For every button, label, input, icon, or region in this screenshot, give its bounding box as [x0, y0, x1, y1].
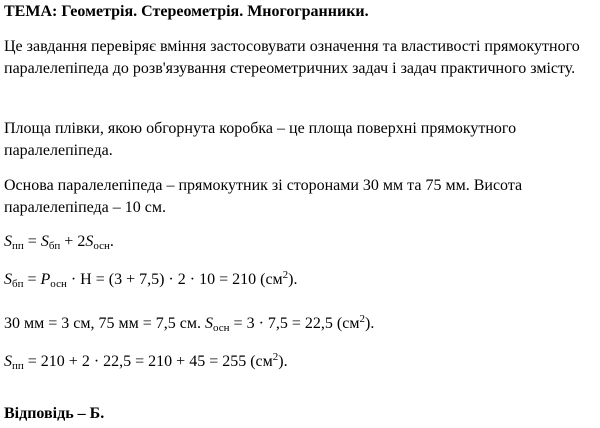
formula-total-surface — [4, 232, 114, 252]
formula-text: = 3 · 7,5 = 22,5 (см — [229, 315, 360, 332]
symbol-s: S — [4, 353, 12, 370]
formula-text: ). — [364, 315, 375, 332]
formula-text: ). — [288, 271, 298, 288]
superscript-2: 2 — [282, 269, 289, 281]
formula-text: + 2 — [60, 233, 86, 250]
formula-text: · H = (3 + 7,5) · 2 · 10 = 210 (см — [66, 271, 283, 288]
superscript-2: 2 — [359, 313, 365, 325]
formula-lateral-surface — [4, 270, 298, 290]
formula-base-area — [4, 314, 374, 334]
subscript-osn: осн — [93, 240, 110, 252]
symbol-s: S — [205, 315, 213, 332]
formula-text: = — [23, 271, 41, 288]
topic-title: ТЕМА: Геометрія. Стереометрія. Многогранники. — [4, 3, 369, 20]
subscript-bp: бп — [48, 240, 61, 252]
paragraph-film-area: Площа плівки, якою обгорнута коробка – це площа поверхні прямокутного паралелепіпеда. — [4, 120, 517, 159]
answer-text: Відповідь – Б. — [4, 405, 105, 422]
subscript-bp: бп — [12, 278, 24, 290]
formula-text: = 210 + 2 · 22,5 = 210 + 45 = 255 (см — [23, 353, 273, 370]
symbol-s: S — [4, 271, 12, 288]
subscript-osn: осн — [213, 322, 230, 334]
symbol-s: S — [40, 233, 49, 250]
symbol-p: P — [40, 271, 51, 288]
symbol-s: S — [85, 233, 94, 250]
formula-text: 30 мм = 3 см, 75 мм = 7,5 см. — [4, 315, 205, 332]
subscript-pp: пп — [12, 240, 24, 252]
paragraph-base-dimensions: Основа паралелепіпеда – прямокутник зі сторонами 30 мм та 75 мм. Висота паралелепіпеда – 10 см. — [4, 177, 523, 216]
formula-text: = — [23, 233, 41, 250]
symbol-s: S — [4, 233, 12, 250]
subscript-pp: пп — [12, 360, 24, 372]
formula-result — [4, 352, 288, 372]
superscript-2: 2 — [272, 351, 279, 363]
formula-text: ). — [278, 353, 288, 370]
formula-text: . — [109, 233, 114, 250]
paragraph-task-description: Це завдання перевіряє вміння застосовувати означення та властивості прямокутного паралелепіпеда до розв'язування стереометричних задач і задач практичного змісту. — [4, 38, 580, 77]
subscript-osn: осн — [50, 278, 67, 290]
